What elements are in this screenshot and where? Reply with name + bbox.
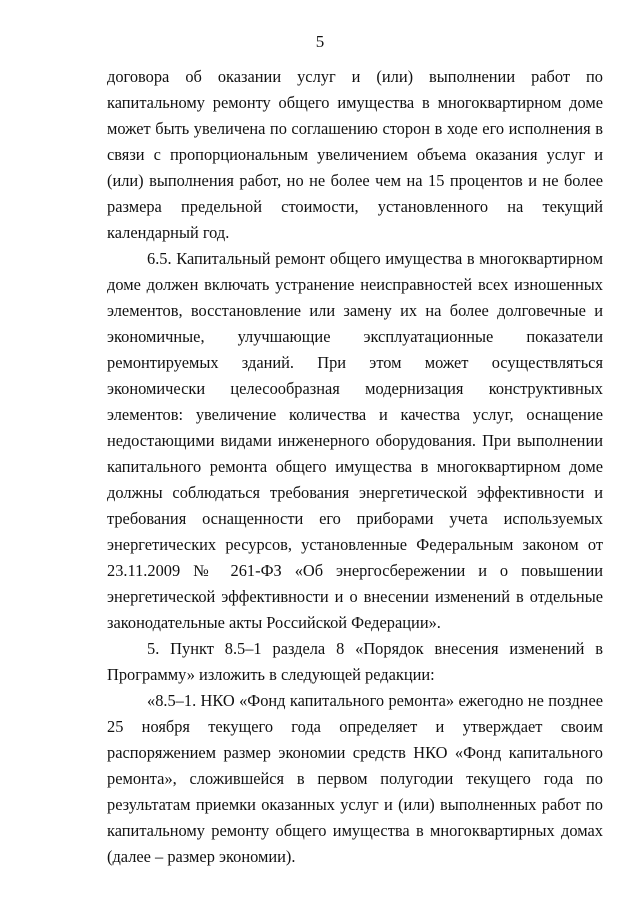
document-body: [107, 64, 603, 870]
paragraph-continuation: договора об оказании услуг и (или) выполнении работ по капитальному ремонту общего имущества в многоквартирном доме может быть увеличена по соглашению сторон в ходе его исполнения в связи с пропорциональным увеличением объема оказания услуг и (или) выполнения работ, но не более чем на 15 процентов и не более размера предельной стоимости, установленного на текущий календарный год.: [107, 67, 603, 242]
paragraph-6-5: 6.5. Капитальный ремонт общего имущества в многоквартирном доме должен включать устранение неисправностей всех изношенных элементов, восстановление или замену их на более долговечные и экономичные, улучшающие эксплуатационные показатели ремонтируемых зданий. При этом может осуществляться экономически целесообразная модернизация конструктивных элементов: увеличение количества и качества услуг, оснащение недостающими видами инженерного оборудования. При выполнении капитального ремонта общего имущества в многоквартирном доме должны соблюдаться требования энергетической эффективности и требования оснащенности его приборами учета используемых энергетических ресурсов, установленные Федеральным законом от 23.11.2009 № 261-ФЗ «Об энергосбережении и о повышении энергетической эффективности и о внесении изменений в отдельные законодательные акты Российской Федерации».: [107, 249, 603, 632]
page-number: 5: [315, 32, 325, 51]
paragraph-item-5: 5. Пункт 8.5–1 раздела 8 «Порядок внесения изменений в Программу» изложить в следующей редакции:: [107, 639, 603, 684]
paragraph-8-5-1: «8.5–1. НКО «Фонд капитального ремонта» ежегодно не позднее 25 ноября текущего года определяет и утверждает своим распоряжением размер экономии средств НКО «Фонд капитального ремонта», сложившейся в первом полугодии текущего года по результатам приемки оказанных услуг и (или) выполненных работ по капитальному ремонту общего имущества в многоквартирных домах (далее – размер экономии).: [107, 691, 603, 866]
